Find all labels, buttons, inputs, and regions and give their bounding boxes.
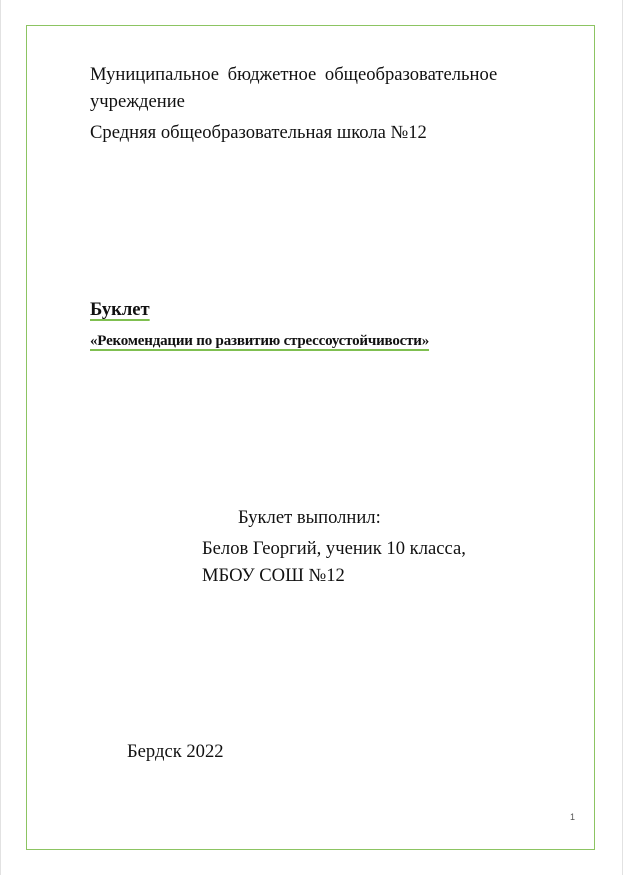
author-label: Буклет выполнил:: [238, 507, 381, 528]
page-border: [26, 25, 595, 850]
organization-line-1: Муниципальное бюджетное общеобразовательное: [90, 64, 498, 85]
booklet-subtitle: «Рекомендации по развитию стрессоустойчивости»: [90, 333, 430, 349]
city-year: Бердск 2022: [127, 741, 224, 762]
author-school: МБОУ СОШ №12: [202, 565, 345, 586]
author-name: Белов Георгий, ученик 10 класса,: [202, 538, 466, 559]
page-number: 1: [570, 812, 576, 822]
booklet-title: Буклет: [90, 299, 150, 320]
school-name: Средняя общеобразовательная школа №12: [90, 122, 427, 143]
organization-line-2: учреждение: [90, 91, 185, 112]
